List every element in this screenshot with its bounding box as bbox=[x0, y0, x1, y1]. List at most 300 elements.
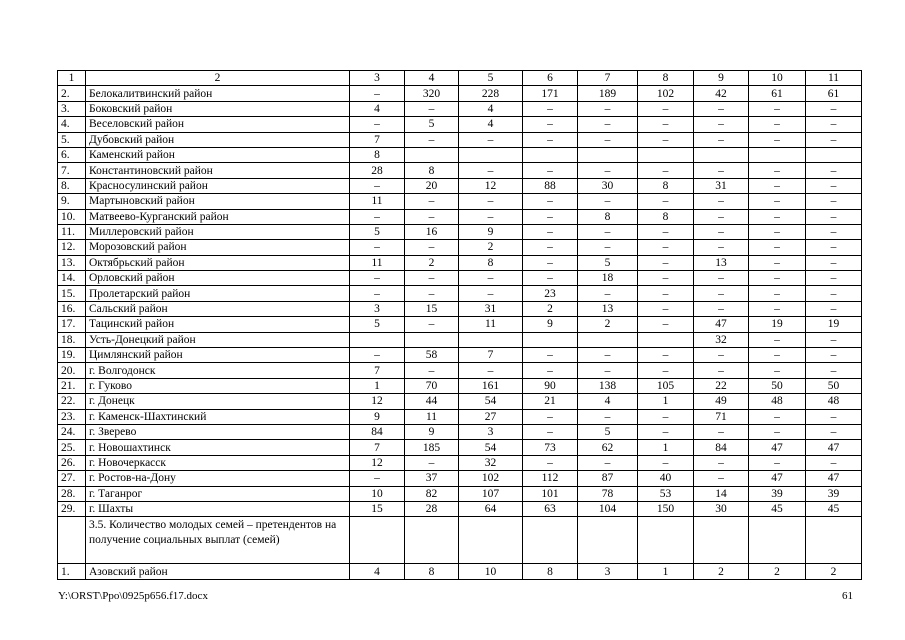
value-cell: 189 bbox=[578, 86, 638, 101]
value-cell: – bbox=[638, 317, 694, 332]
table-row bbox=[58, 240, 862, 255]
value-cell: – bbox=[806, 348, 862, 363]
table-row bbox=[58, 86, 862, 101]
value-cell: 15 bbox=[350, 501, 405, 516]
row-number: 17. bbox=[58, 317, 86, 332]
value-cell: – bbox=[694, 132, 749, 147]
value-cell: – bbox=[459, 209, 523, 224]
row-number: 18. bbox=[58, 332, 86, 347]
value-cell: – bbox=[638, 301, 694, 316]
value-cell: 40 bbox=[638, 471, 694, 486]
value-cell bbox=[694, 147, 749, 162]
value-cell: 7 bbox=[350, 132, 405, 147]
header-cell: 2 bbox=[86, 71, 350, 86]
value-cell: – bbox=[459, 132, 523, 147]
value-cell: – bbox=[694, 224, 749, 239]
value-cell: 50 bbox=[749, 378, 806, 393]
value-cell: 11 bbox=[350, 255, 405, 270]
row-name: Константиновский район bbox=[86, 163, 350, 178]
value-cell: – bbox=[405, 286, 459, 301]
value-cell: 61 bbox=[749, 86, 806, 101]
row-name: г. Ростов-на-Дону bbox=[86, 471, 350, 486]
table-row bbox=[58, 101, 862, 116]
value-cell bbox=[405, 332, 459, 347]
row-number: 26. bbox=[58, 455, 86, 470]
value-cell: – bbox=[749, 132, 806, 147]
value-cell: – bbox=[749, 224, 806, 239]
value-cell: 63 bbox=[523, 501, 578, 516]
row-name: Азовский район bbox=[86, 564, 350, 579]
value-cell: – bbox=[578, 132, 638, 147]
value-cell: – bbox=[578, 348, 638, 363]
value-cell: 58 bbox=[405, 348, 459, 363]
value-cell bbox=[523, 147, 578, 162]
value-cell: 228 bbox=[459, 86, 523, 101]
value-cell: – bbox=[523, 117, 578, 132]
value-cell: – bbox=[749, 101, 806, 116]
value-cell: 7 bbox=[350, 440, 405, 455]
header-cell: 7 bbox=[578, 71, 638, 86]
value-cell: 3 bbox=[350, 301, 405, 316]
value-cell: – bbox=[638, 363, 694, 378]
value-cell: – bbox=[749, 348, 806, 363]
header-cell: 10 bbox=[749, 71, 806, 86]
value-cell: – bbox=[405, 455, 459, 470]
table-row bbox=[58, 471, 862, 486]
empty-cell bbox=[806, 517, 862, 564]
value-cell: – bbox=[638, 255, 694, 270]
value-cell bbox=[578, 147, 638, 162]
row-name: г. Волгодонск bbox=[86, 363, 350, 378]
value-cell: – bbox=[350, 178, 405, 193]
value-cell: 15 bbox=[405, 301, 459, 316]
row-number: 5. bbox=[58, 132, 86, 147]
value-cell: – bbox=[405, 132, 459, 147]
value-cell: – bbox=[578, 455, 638, 470]
value-cell: – bbox=[523, 163, 578, 178]
value-cell: 54 bbox=[459, 440, 523, 455]
row-name: Каменский район bbox=[86, 147, 350, 162]
value-cell: – bbox=[638, 271, 694, 286]
table-row bbox=[58, 317, 862, 332]
value-cell: – bbox=[523, 363, 578, 378]
value-cell: 8 bbox=[459, 255, 523, 270]
row-name: Красносулинский район bbox=[86, 178, 350, 193]
value-cell: 2 bbox=[459, 240, 523, 255]
row-name: Миллеровский район bbox=[86, 224, 350, 239]
header-cell: 11 bbox=[806, 71, 862, 86]
value-cell: 107 bbox=[459, 486, 523, 501]
row-number: 3. bbox=[58, 101, 86, 116]
value-cell: 84 bbox=[694, 440, 749, 455]
value-cell: 150 bbox=[638, 501, 694, 516]
table-row bbox=[58, 394, 862, 409]
value-cell: – bbox=[578, 240, 638, 255]
value-cell: 12 bbox=[350, 394, 405, 409]
value-cell: 5 bbox=[405, 117, 459, 132]
empty-cell bbox=[58, 517, 86, 564]
row-name: г. Донецк bbox=[86, 394, 350, 409]
value-cell: 4 bbox=[350, 101, 405, 116]
value-cell: – bbox=[749, 117, 806, 132]
value-cell: – bbox=[578, 224, 638, 239]
row-number: 23. bbox=[58, 409, 86, 424]
value-cell: 44 bbox=[405, 394, 459, 409]
row-name: Морозовский район bbox=[86, 240, 350, 255]
row-name: г. Таганрог bbox=[86, 486, 350, 501]
value-cell: 8 bbox=[350, 147, 405, 162]
empty-cell bbox=[405, 517, 459, 564]
row-name: Матвеево-Курганский район bbox=[86, 209, 350, 224]
value-cell: 49 bbox=[694, 394, 749, 409]
row-number: 22. bbox=[58, 394, 86, 409]
value-cell: – bbox=[806, 455, 862, 470]
value-cell: – bbox=[350, 271, 405, 286]
row-name: Пролетарский район bbox=[86, 286, 350, 301]
value-cell: 61 bbox=[806, 86, 862, 101]
value-cell: – bbox=[350, 86, 405, 101]
row-number: 19. bbox=[58, 348, 86, 363]
value-cell: 13 bbox=[694, 255, 749, 270]
value-cell: 47 bbox=[806, 440, 862, 455]
header-cell: 4 bbox=[405, 71, 459, 86]
table-row bbox=[58, 194, 862, 209]
empty-cell bbox=[523, 517, 578, 564]
value-cell: 48 bbox=[806, 394, 862, 409]
value-cell: – bbox=[694, 363, 749, 378]
table-row bbox=[58, 440, 862, 455]
value-cell: 53 bbox=[638, 486, 694, 501]
value-cell: – bbox=[806, 209, 862, 224]
row-name: Усть-Донецкий район bbox=[86, 332, 350, 347]
value-cell: – bbox=[405, 271, 459, 286]
value-cell: – bbox=[578, 117, 638, 132]
value-cell: 2 bbox=[578, 317, 638, 332]
value-cell: – bbox=[749, 424, 806, 439]
value-cell: – bbox=[578, 363, 638, 378]
value-cell: 2 bbox=[749, 564, 806, 579]
row-name: Веселовский район bbox=[86, 117, 350, 132]
table-row bbox=[58, 132, 862, 147]
value-cell: 5 bbox=[578, 255, 638, 270]
value-cell: – bbox=[638, 224, 694, 239]
value-cell: – bbox=[749, 194, 806, 209]
value-cell: – bbox=[578, 286, 638, 301]
table-row bbox=[58, 209, 862, 224]
value-cell: – bbox=[806, 224, 862, 239]
table-row bbox=[58, 501, 862, 516]
value-cell: 5 bbox=[350, 317, 405, 332]
value-cell: – bbox=[694, 348, 749, 363]
value-cell: – bbox=[350, 286, 405, 301]
value-cell: – bbox=[638, 409, 694, 424]
value-cell: 2 bbox=[694, 564, 749, 579]
row-number: 12. bbox=[58, 240, 86, 255]
value-cell: – bbox=[459, 286, 523, 301]
value-cell: – bbox=[523, 209, 578, 224]
page-number: 61 bbox=[842, 590, 853, 602]
table-row bbox=[58, 286, 862, 301]
value-cell: 87 bbox=[578, 471, 638, 486]
row-name: Цимлянский район bbox=[86, 348, 350, 363]
value-cell: 8 bbox=[638, 209, 694, 224]
value-cell: – bbox=[578, 101, 638, 116]
value-cell: – bbox=[806, 332, 862, 347]
row-name: г. Новошахтинск bbox=[86, 440, 350, 455]
value-cell: 4 bbox=[459, 117, 523, 132]
value-cell: 10 bbox=[350, 486, 405, 501]
value-cell: – bbox=[405, 194, 459, 209]
table-row bbox=[58, 178, 862, 193]
value-cell: 9 bbox=[405, 424, 459, 439]
row-name: Мартыновский район bbox=[86, 194, 350, 209]
value-cell: – bbox=[694, 286, 749, 301]
value-cell: – bbox=[806, 163, 862, 178]
value-cell: – bbox=[405, 317, 459, 332]
value-cell: 9 bbox=[523, 317, 578, 332]
value-cell: – bbox=[806, 132, 862, 147]
section-row bbox=[58, 517, 862, 564]
row-number: 21. bbox=[58, 378, 86, 393]
table-row bbox=[58, 348, 862, 363]
value-cell: – bbox=[459, 163, 523, 178]
value-cell: 320 bbox=[405, 86, 459, 101]
value-cell: 11 bbox=[405, 409, 459, 424]
value-cell: 12 bbox=[350, 455, 405, 470]
value-cell: 1 bbox=[638, 440, 694, 455]
value-cell: – bbox=[749, 209, 806, 224]
value-cell: 19 bbox=[749, 317, 806, 332]
header-cell: 1 bbox=[58, 71, 86, 86]
row-number: 25. bbox=[58, 440, 86, 455]
value-cell: 1 bbox=[638, 564, 694, 579]
value-cell: – bbox=[694, 101, 749, 116]
header-cell: 8 bbox=[638, 71, 694, 86]
value-cell bbox=[350, 332, 405, 347]
value-cell: – bbox=[749, 240, 806, 255]
table-row bbox=[58, 424, 862, 439]
value-cell: – bbox=[523, 348, 578, 363]
value-cell: 47 bbox=[806, 471, 862, 486]
value-cell: 70 bbox=[405, 378, 459, 393]
value-cell: – bbox=[806, 255, 862, 270]
value-cell: – bbox=[749, 178, 806, 193]
row-number: 29. bbox=[58, 501, 86, 516]
value-cell: – bbox=[350, 117, 405, 132]
value-cell: 78 bbox=[578, 486, 638, 501]
value-cell: 90 bbox=[523, 378, 578, 393]
value-cell: – bbox=[749, 455, 806, 470]
value-cell: 8 bbox=[405, 163, 459, 178]
value-cell: 171 bbox=[523, 86, 578, 101]
value-cell: – bbox=[749, 163, 806, 178]
value-cell: – bbox=[749, 255, 806, 270]
value-cell: 3 bbox=[578, 564, 638, 579]
value-cell bbox=[459, 147, 523, 162]
value-cell bbox=[459, 332, 523, 347]
value-cell: – bbox=[523, 101, 578, 116]
value-cell: – bbox=[806, 240, 862, 255]
row-name: г. Гуково bbox=[86, 378, 350, 393]
file-path: Y:\ORST\Ppo\0925p656.f17.docx bbox=[58, 590, 208, 602]
row-number: 6. bbox=[58, 147, 86, 162]
value-cell: 71 bbox=[694, 409, 749, 424]
empty-cell bbox=[749, 517, 806, 564]
value-cell: – bbox=[523, 132, 578, 147]
value-cell: – bbox=[350, 348, 405, 363]
value-cell: 28 bbox=[350, 163, 405, 178]
value-cell: 5 bbox=[350, 224, 405, 239]
value-cell bbox=[523, 332, 578, 347]
empty-cell bbox=[694, 517, 749, 564]
value-cell: – bbox=[749, 271, 806, 286]
header-cell: 6 bbox=[523, 71, 578, 86]
value-cell: 28 bbox=[405, 501, 459, 516]
row-number: 4. bbox=[58, 117, 86, 132]
value-cell: – bbox=[694, 271, 749, 286]
value-cell: 1 bbox=[350, 378, 405, 393]
value-cell: 23 bbox=[523, 286, 578, 301]
row-number: 10. bbox=[58, 209, 86, 224]
value-cell: 12 bbox=[459, 178, 523, 193]
value-cell: 50 bbox=[806, 378, 862, 393]
row-name: г. Новочеркасск bbox=[86, 455, 350, 470]
value-cell: – bbox=[578, 163, 638, 178]
value-cell: – bbox=[523, 255, 578, 270]
value-cell: – bbox=[806, 363, 862, 378]
row-number: 11. bbox=[58, 224, 86, 239]
value-cell: – bbox=[749, 301, 806, 316]
row-number: 13. bbox=[58, 255, 86, 270]
value-cell: – bbox=[694, 471, 749, 486]
value-cell: 5 bbox=[578, 424, 638, 439]
value-cell: 45 bbox=[749, 501, 806, 516]
value-cell: – bbox=[749, 332, 806, 347]
value-cell: 2 bbox=[523, 301, 578, 316]
value-cell: 32 bbox=[694, 332, 749, 347]
value-cell: – bbox=[638, 424, 694, 439]
value-cell: – bbox=[694, 301, 749, 316]
row-number: 8. bbox=[58, 178, 86, 193]
value-cell: – bbox=[638, 286, 694, 301]
row-name: г. Каменск-Шахтинский bbox=[86, 409, 350, 424]
table-row bbox=[58, 455, 862, 470]
table-row bbox=[58, 564, 862, 579]
value-cell: 112 bbox=[523, 471, 578, 486]
value-cell: – bbox=[806, 178, 862, 193]
data-table bbox=[57, 70, 862, 580]
row-name: г. Зверево bbox=[86, 424, 350, 439]
row-name: Тацинский район bbox=[86, 317, 350, 332]
value-cell: 3 bbox=[459, 424, 523, 439]
value-cell: 21 bbox=[523, 394, 578, 409]
value-cell: 9 bbox=[350, 409, 405, 424]
value-cell: 7 bbox=[350, 363, 405, 378]
value-cell: 22 bbox=[694, 378, 749, 393]
value-cell: – bbox=[694, 455, 749, 470]
value-cell: – bbox=[578, 194, 638, 209]
value-cell: 102 bbox=[459, 471, 523, 486]
value-cell: 11 bbox=[459, 317, 523, 332]
value-cell: – bbox=[523, 224, 578, 239]
value-cell: 39 bbox=[749, 486, 806, 501]
value-cell: – bbox=[405, 209, 459, 224]
empty-cell bbox=[350, 517, 405, 564]
value-cell: 20 bbox=[405, 178, 459, 193]
value-cell: – bbox=[806, 301, 862, 316]
value-cell: – bbox=[694, 163, 749, 178]
value-cell: 8 bbox=[523, 564, 578, 579]
section-title: 3.5. Количество молодых семей – претендентов на получение социальных выплат (семей) bbox=[86, 517, 350, 564]
value-cell: 11 bbox=[350, 194, 405, 209]
table-row bbox=[58, 224, 862, 239]
value-cell bbox=[749, 147, 806, 162]
row-name: Дубовский район bbox=[86, 132, 350, 147]
table-row bbox=[58, 147, 862, 162]
value-cell: – bbox=[523, 271, 578, 286]
value-cell: – bbox=[694, 240, 749, 255]
table-row bbox=[58, 255, 862, 270]
value-cell: – bbox=[638, 101, 694, 116]
value-cell: – bbox=[459, 194, 523, 209]
table-row bbox=[58, 363, 862, 378]
empty-cell bbox=[638, 517, 694, 564]
value-cell: 18 bbox=[578, 271, 638, 286]
value-cell: 16 bbox=[405, 224, 459, 239]
row-number: 9. bbox=[58, 194, 86, 209]
value-cell: 47 bbox=[749, 471, 806, 486]
value-cell: 31 bbox=[694, 178, 749, 193]
value-cell: 19 bbox=[806, 317, 862, 332]
value-cell: 88 bbox=[523, 178, 578, 193]
header-cell: 5 bbox=[459, 71, 523, 86]
value-cell: – bbox=[694, 117, 749, 132]
value-cell: 27 bbox=[459, 409, 523, 424]
empty-cell bbox=[459, 517, 523, 564]
value-cell bbox=[405, 147, 459, 162]
value-cell: 10 bbox=[459, 564, 523, 579]
value-cell: – bbox=[694, 194, 749, 209]
row-name: Орловский район bbox=[86, 271, 350, 286]
value-cell: 82 bbox=[405, 486, 459, 501]
value-cell: – bbox=[806, 271, 862, 286]
row-number: 28. bbox=[58, 486, 86, 501]
value-cell: – bbox=[806, 194, 862, 209]
value-cell: 2 bbox=[405, 255, 459, 270]
value-cell: 47 bbox=[694, 317, 749, 332]
value-cell: 73 bbox=[523, 440, 578, 455]
value-cell: 2 bbox=[806, 564, 862, 579]
value-cell: – bbox=[459, 363, 523, 378]
table-row bbox=[58, 409, 862, 424]
value-cell: – bbox=[405, 363, 459, 378]
table-row bbox=[58, 117, 862, 132]
value-cell: – bbox=[806, 101, 862, 116]
value-cell: 185 bbox=[405, 440, 459, 455]
value-cell: – bbox=[523, 455, 578, 470]
value-cell: – bbox=[638, 240, 694, 255]
value-cell: 8 bbox=[405, 564, 459, 579]
value-cell: 48 bbox=[749, 394, 806, 409]
value-cell: 4 bbox=[578, 394, 638, 409]
value-cell: – bbox=[638, 117, 694, 132]
value-cell: – bbox=[350, 471, 405, 486]
value-cell: 31 bbox=[459, 301, 523, 316]
value-cell bbox=[638, 332, 694, 347]
value-cell: 9 bbox=[459, 224, 523, 239]
row-number: 2. bbox=[58, 86, 86, 101]
value-cell: 54 bbox=[459, 394, 523, 409]
